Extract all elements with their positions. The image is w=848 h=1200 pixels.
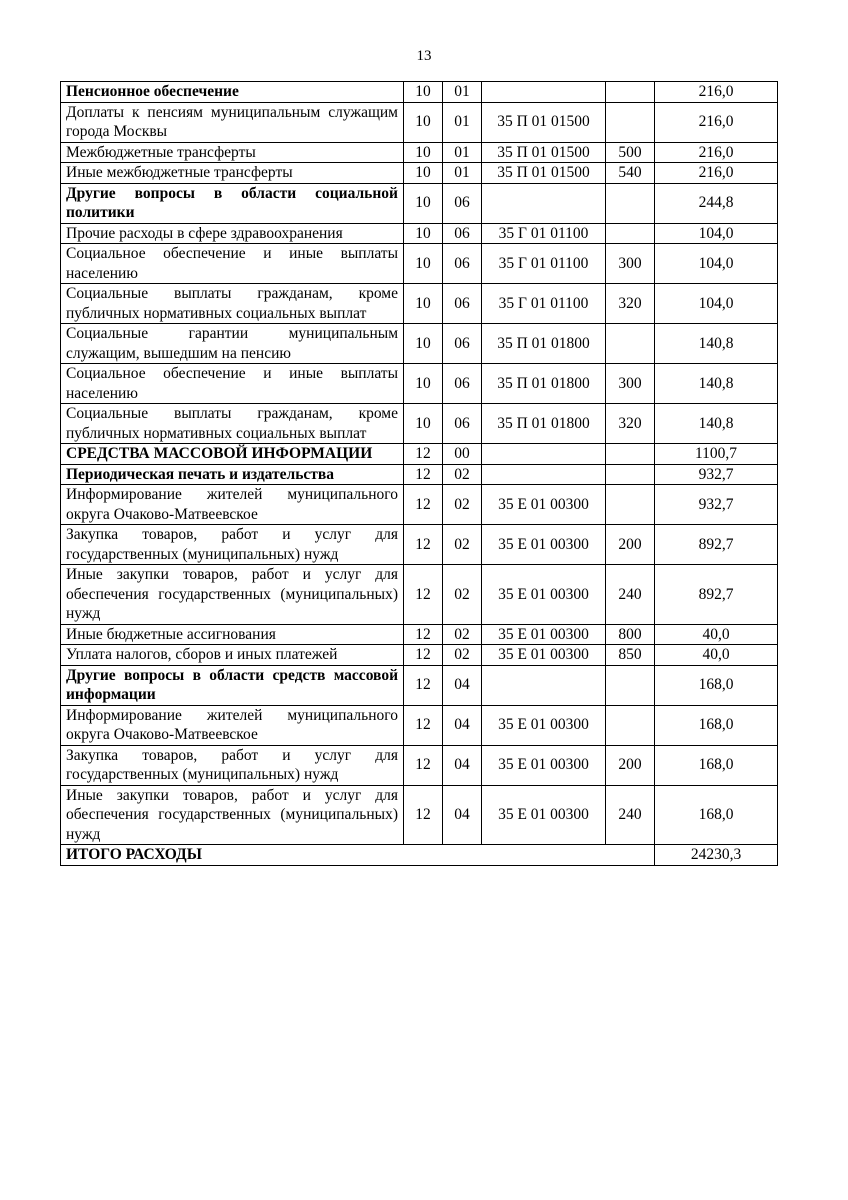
row-amount: 140,8 xyxy=(655,364,778,404)
row-vr xyxy=(606,183,655,223)
row-csr xyxy=(482,464,606,485)
row-amount: 244,8 xyxy=(655,183,778,223)
row-amount: 104,0 xyxy=(655,223,778,244)
row-section: 12 xyxy=(404,444,443,465)
row-section: 12 xyxy=(404,525,443,565)
row-amount: 140,8 xyxy=(655,404,778,444)
row-section: 10 xyxy=(404,183,443,223)
table-row xyxy=(61,324,778,364)
row-name: Социальное обеспечение и иные выплаты населению xyxy=(61,244,404,284)
row-subsection: 02 xyxy=(443,464,482,485)
table-row-heading xyxy=(61,82,778,103)
row-subsection: 01 xyxy=(443,102,482,142)
row-name: Информирование жителей муниципального округа Очаково-Матвеевское xyxy=(61,705,404,745)
row-subsection: 02 xyxy=(443,485,482,525)
table-row xyxy=(61,142,778,163)
row-name: Прочие расходы в сфере здравоохранения xyxy=(61,223,404,244)
row-amount: 168,0 xyxy=(655,745,778,785)
row-csr: 35 Е 01 00300 xyxy=(482,785,606,845)
row-amount: 932,7 xyxy=(655,485,778,525)
budget-table xyxy=(60,81,778,866)
row-subsection: 06 xyxy=(443,284,482,324)
row-csr: 35 П 01 01800 xyxy=(482,404,606,444)
row-csr: 35 П 01 01800 xyxy=(482,324,606,364)
row-amount: 40,0 xyxy=(655,624,778,645)
row-section: 10 xyxy=(404,223,443,244)
row-csr: 35 Г 01 01100 xyxy=(482,284,606,324)
table-row xyxy=(61,223,778,244)
row-amount: 104,0 xyxy=(655,284,778,324)
row-csr: 35 П 01 01500 xyxy=(482,163,606,184)
row-subsection: 02 xyxy=(443,624,482,645)
row-name: Периодическая печать и издательства xyxy=(61,464,404,485)
row-csr: 35 Е 01 00300 xyxy=(482,645,606,666)
row-amount: 168,0 xyxy=(655,785,778,845)
row-vr xyxy=(606,464,655,485)
table-row xyxy=(61,745,778,785)
row-subsection: 06 xyxy=(443,324,482,364)
row-amount: 168,0 xyxy=(655,665,778,705)
row-subsection: 02 xyxy=(443,525,482,565)
row-subsection: 04 xyxy=(443,665,482,705)
row-subsection: 06 xyxy=(443,223,482,244)
row-csr: 35 П 01 01800 xyxy=(482,364,606,404)
row-name: Межбюджетные трансферты xyxy=(61,142,404,163)
row-name: Доплаты к пенсиям муниципальным служащим города Москвы xyxy=(61,102,404,142)
row-vr: 200 xyxy=(606,525,655,565)
table-row xyxy=(61,705,778,745)
row-vr xyxy=(606,102,655,142)
total-amount: 24230,3 xyxy=(655,845,778,866)
row-subsection: 04 xyxy=(443,745,482,785)
row-vr xyxy=(606,444,655,465)
row-subsection: 00 xyxy=(443,444,482,465)
table-row xyxy=(61,565,778,625)
row-subsection: 01 xyxy=(443,142,482,163)
row-amount: 216,0 xyxy=(655,82,778,103)
row-vr xyxy=(606,705,655,745)
budget-table-body xyxy=(61,82,778,845)
row-vr: 320 xyxy=(606,284,655,324)
row-name: Иные закупки товаров, работ и услуг для обеспечения государственных (муниципальных) нужд xyxy=(61,565,404,625)
row-csr xyxy=(482,82,606,103)
row-section: 12 xyxy=(404,464,443,485)
row-section: 10 xyxy=(404,404,443,444)
row-section: 12 xyxy=(404,665,443,705)
row-name: Социальное обеспечение и иные выплаты населению xyxy=(61,364,404,404)
table-row xyxy=(61,102,778,142)
row-name: Информирование жителей муниципального округа Очаково-Матвеевское xyxy=(61,485,404,525)
row-csr: 35 П 01 01500 xyxy=(482,102,606,142)
row-section: 12 xyxy=(404,645,443,666)
row-section: 12 xyxy=(404,624,443,645)
row-amount: 40,0 xyxy=(655,645,778,666)
row-name: Иные бюджетные ассигнования xyxy=(61,624,404,645)
row-section: 10 xyxy=(404,364,443,404)
row-amount: 216,0 xyxy=(655,163,778,184)
row-csr: 35 Е 01 00300 xyxy=(482,485,606,525)
row-subsection: 04 xyxy=(443,785,482,845)
table-row xyxy=(61,364,778,404)
row-name: Закупка товаров, работ и услуг для государственных (муниципальных) нужд xyxy=(61,525,404,565)
page-number: 13 xyxy=(416,48,432,64)
row-name: СРЕДСТВА МАССОВОЙ ИНФОРМАЦИИ xyxy=(61,444,404,465)
row-subsection: 01 xyxy=(443,163,482,184)
row-csr: 35 Е 01 00300 xyxy=(482,525,606,565)
table-row xyxy=(61,525,778,565)
row-vr: 500 xyxy=(606,142,655,163)
row-name: Другие вопросы в области социальной политики xyxy=(61,183,404,223)
row-section: 10 xyxy=(404,244,443,284)
table-row xyxy=(61,624,778,645)
row-name: Социальные выплаты гражданам, кроме публичных нормативных социальных выплат xyxy=(61,284,404,324)
row-section: 12 xyxy=(404,785,443,845)
table-row-heading xyxy=(61,665,778,705)
row-section: 10 xyxy=(404,284,443,324)
row-vr xyxy=(606,324,655,364)
row-vr xyxy=(606,223,655,244)
row-subsection: 01 xyxy=(443,82,482,103)
row-csr: 35 Е 01 00300 xyxy=(482,624,606,645)
row-section: 12 xyxy=(404,485,443,525)
row-csr: 35 Г 01 01100 xyxy=(482,223,606,244)
row-section: 10 xyxy=(404,142,443,163)
row-name: Пенсионное обеспечение xyxy=(61,82,404,103)
row-amount: 168,0 xyxy=(655,705,778,745)
row-csr: 35 Е 01 00300 xyxy=(482,565,606,625)
row-amount: 932,7 xyxy=(655,464,778,485)
table-row xyxy=(61,244,778,284)
table-row xyxy=(61,785,778,845)
table-row xyxy=(61,485,778,525)
row-vr: 850 xyxy=(606,645,655,666)
row-vr: 300 xyxy=(606,244,655,284)
row-csr: 35 Е 01 00300 xyxy=(482,705,606,745)
row-csr xyxy=(482,665,606,705)
row-vr xyxy=(606,485,655,525)
row-amount: 1100,7 xyxy=(655,444,778,465)
row-section: 10 xyxy=(404,102,443,142)
row-subsection: 02 xyxy=(443,645,482,666)
row-section: 12 xyxy=(404,705,443,745)
row-subsection: 02 xyxy=(443,565,482,625)
row-subsection: 04 xyxy=(443,705,482,745)
row-vr: 320 xyxy=(606,404,655,444)
row-section: 10 xyxy=(404,163,443,184)
row-csr: 35 Е 01 00300 xyxy=(482,745,606,785)
table-row xyxy=(61,404,778,444)
table-row xyxy=(61,163,778,184)
row-csr: 35 П 01 01500 xyxy=(482,142,606,163)
row-vr: 200 xyxy=(606,745,655,785)
row-vr: 240 xyxy=(606,565,655,625)
row-amount: 892,7 xyxy=(655,565,778,625)
row-name: Социальные гарантии муниципальным служащим, вышедшим на пенсию xyxy=(61,324,404,364)
row-section: 10 xyxy=(404,324,443,364)
row-subsection: 06 xyxy=(443,244,482,284)
table-row xyxy=(61,645,778,666)
row-subsection: 06 xyxy=(443,183,482,223)
row-amount: 216,0 xyxy=(655,142,778,163)
row-section: 12 xyxy=(404,745,443,785)
row-subsection: 06 xyxy=(443,404,482,444)
row-csr xyxy=(482,183,606,223)
row-section: 10 xyxy=(404,82,443,103)
table-row xyxy=(61,284,778,324)
row-csr: 35 Г 01 01100 xyxy=(482,244,606,284)
row-name: Иные межбюджетные трансферты xyxy=(61,163,404,184)
table-row-heading xyxy=(61,183,778,223)
row-name: Другие вопросы в области средств массовой информации xyxy=(61,665,404,705)
table-row-heading xyxy=(61,464,778,485)
row-name: Социальные выплаты гражданам, кроме публичных нормативных социальных выплат xyxy=(61,404,404,444)
row-vr: 800 xyxy=(606,624,655,645)
row-subsection: 06 xyxy=(443,364,482,404)
row-vr xyxy=(606,665,655,705)
row-section: 12 xyxy=(404,565,443,625)
row-name: Уплата налогов, сборов и иных платежей xyxy=(61,645,404,666)
row-amount: 140,8 xyxy=(655,324,778,364)
row-csr xyxy=(482,444,606,465)
total-row xyxy=(61,845,778,866)
row-amount: 216,0 xyxy=(655,102,778,142)
row-vr: 300 xyxy=(606,364,655,404)
row-vr xyxy=(606,82,655,103)
total-label: ИТОГО РАСХОДЫ xyxy=(61,845,655,866)
row-name: Закупка товаров, работ и услуг для государственных (муниципальных) нужд xyxy=(61,745,404,785)
row-amount: 892,7 xyxy=(655,525,778,565)
row-vr: 240 xyxy=(606,785,655,845)
table-row-heading xyxy=(61,444,778,465)
row-name: Иные закупки товаров, работ и услуг для обеспечения государственных (муниципальных) нужд xyxy=(61,785,404,845)
row-vr: 540 xyxy=(606,163,655,184)
row-amount: 104,0 xyxy=(655,244,778,284)
